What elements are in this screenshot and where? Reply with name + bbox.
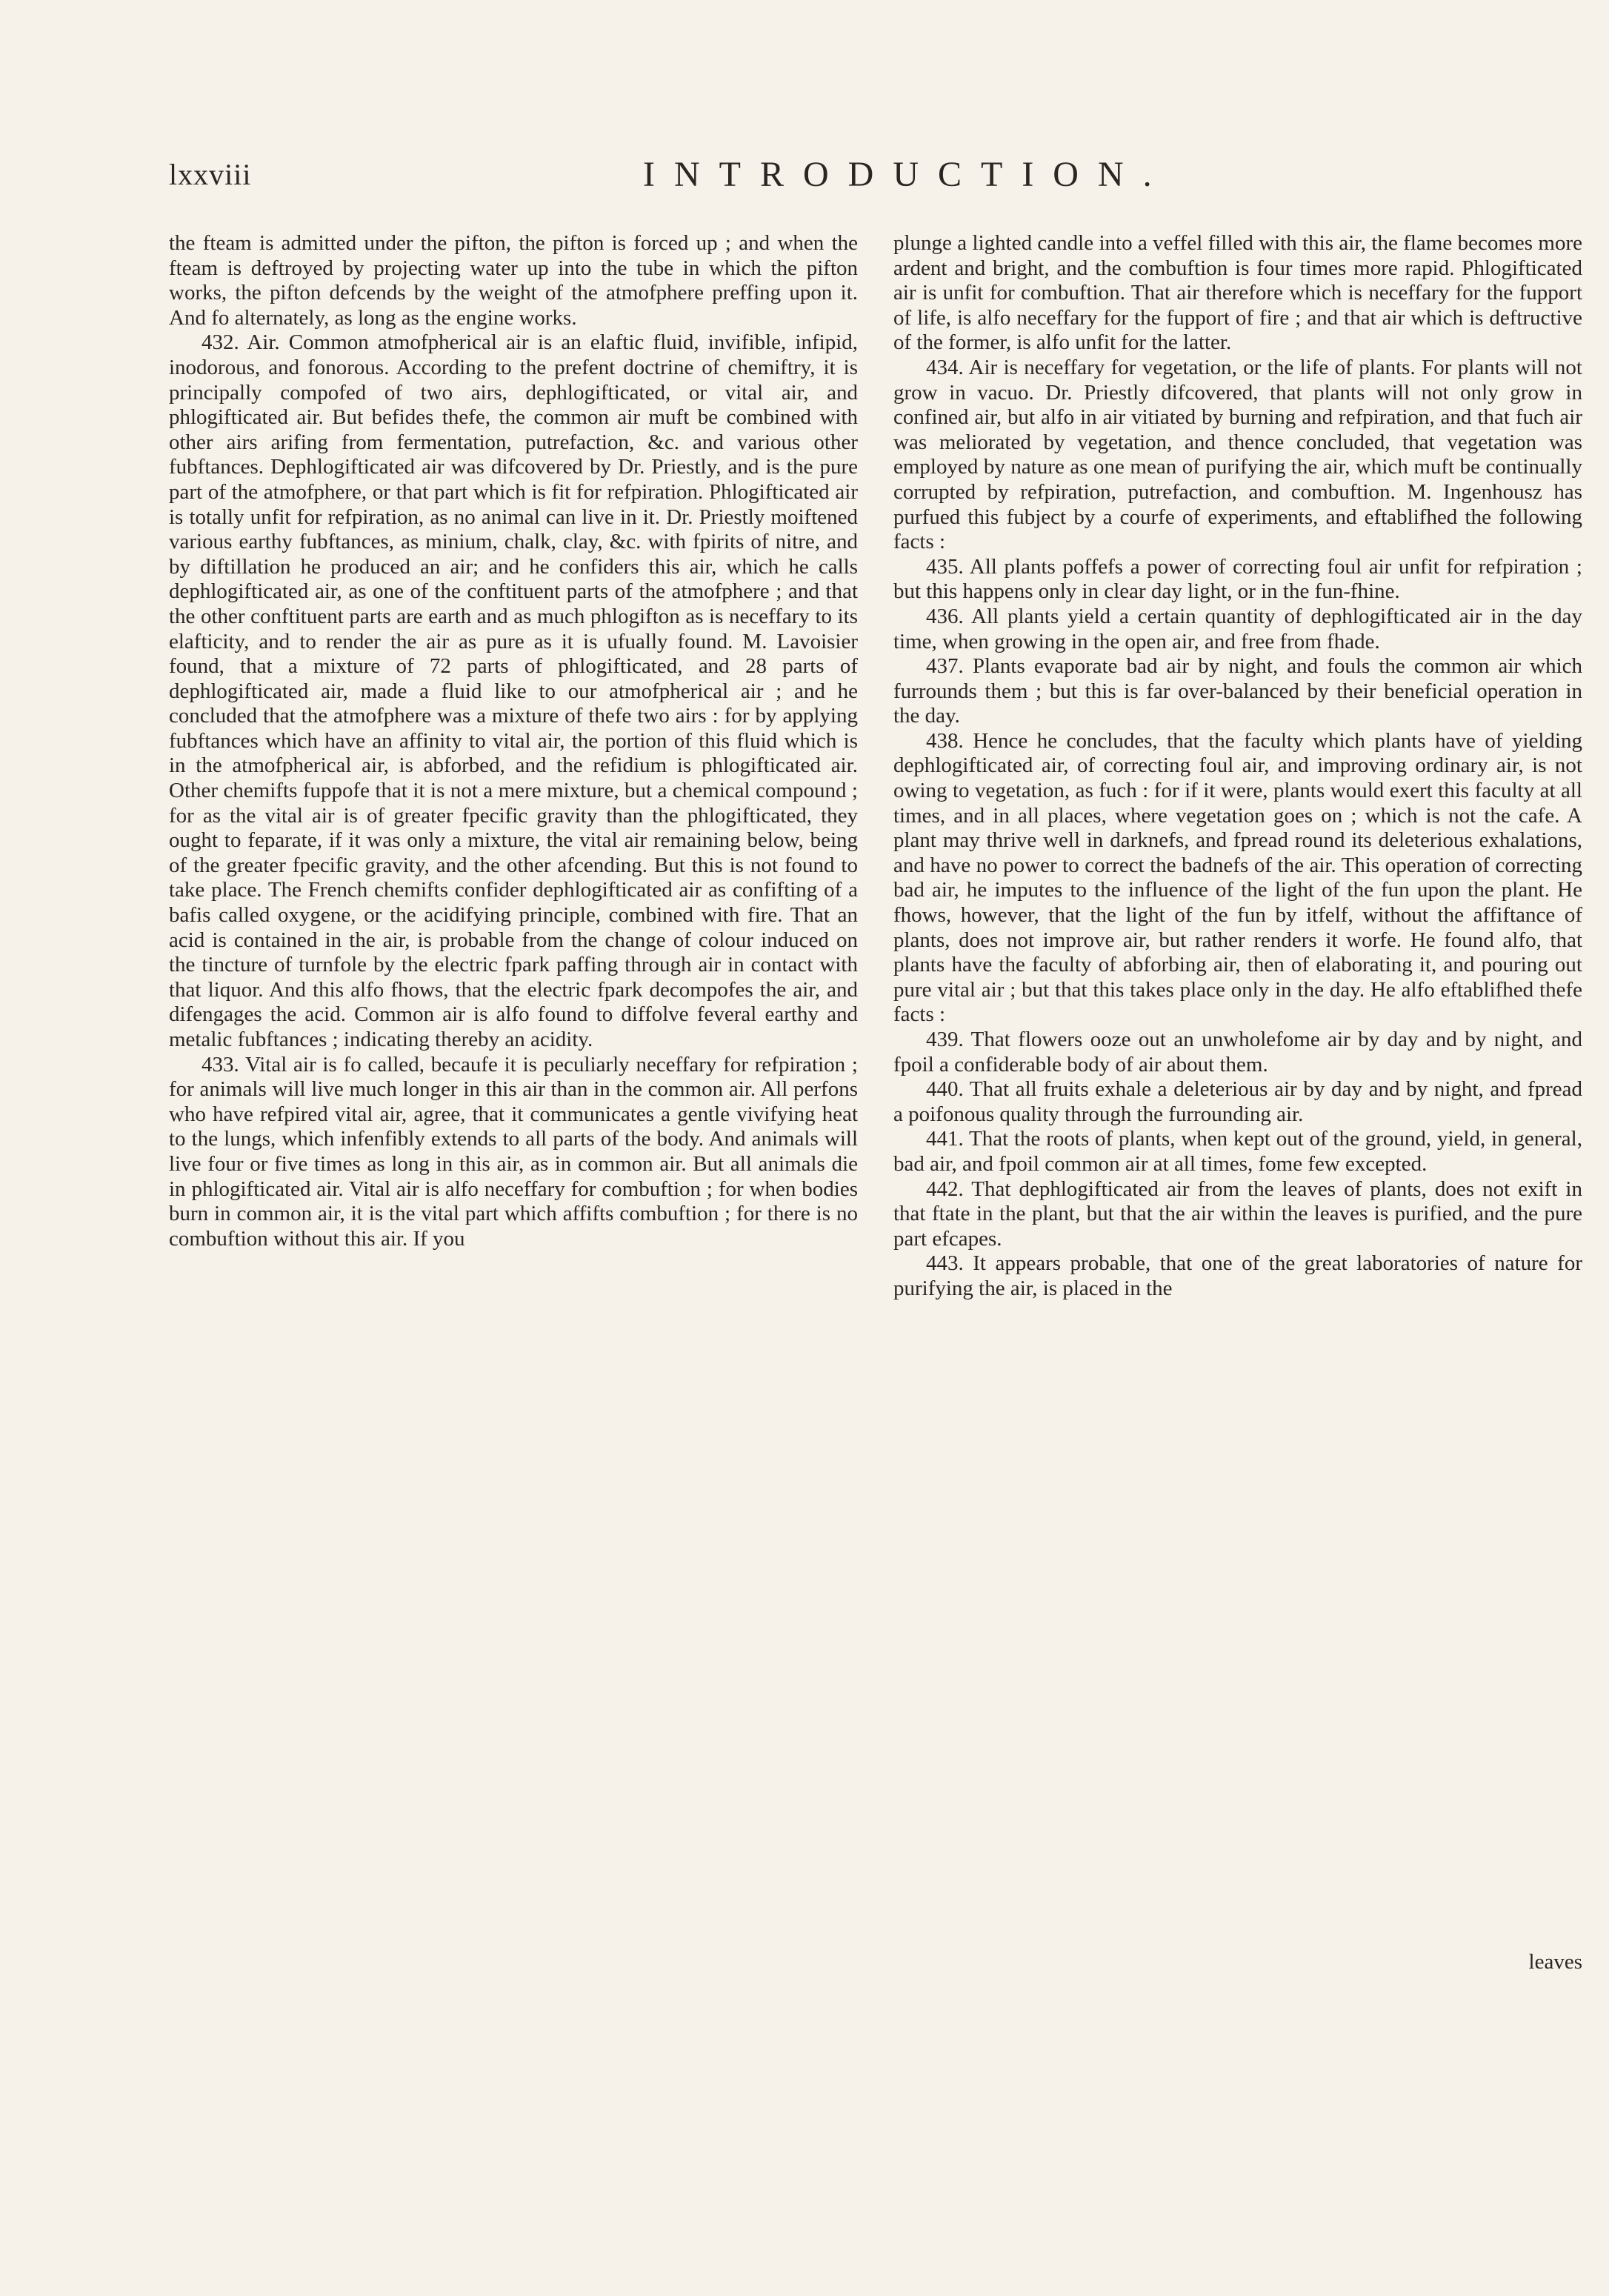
paragraph-440: 440. That all fruits exhale a deleterious air by day and by night, and fpread a poifonous quality through the furrounding air. xyxy=(893,1077,1582,1126)
page-number: lxxviii xyxy=(169,158,252,191)
paragraph-continued: plunge a lighted candle into a veffel filled with this air, the flame becomes more ardent and bright, and the combuftion is four times more rapid. Phlogifticated air is unfit for combuftion. That air therefore which is neceffary for the fupport of life, is alfo neceffary for the fupport of fire ; and that air which is deftructive of the former, is alfo unfit for the latter. xyxy=(893,231,1582,355)
paragraph-443: 443. It appears probable, that one of the great laboratories of nature for purifying the air, is placed in the xyxy=(893,1251,1582,1300)
catchword: leaves xyxy=(1528,1950,1582,1974)
paragraph-437: 437. Plants evaporate bad air by night, and fouls the common air which furrounds them ; but this is far over-balanced by their beneficial operation in the day. xyxy=(893,654,1582,728)
paragraph-436: 436. All plants yield a certain quantity of dephlogifticated air in the day time, when growing in the open air, and free from fhade. xyxy=(893,604,1582,653)
running-head: INTRODUCTION. xyxy=(643,155,1171,194)
left-column xyxy=(169,231,858,1251)
paragraph-continued: the fteam is admitted under the pifton, the pifton is forced up ; and when the fteam is deftroyed by projecting water up into the tube in which the pifton works, the pifton defcends by the weight of the atmofphere preffing upon it. And fo alternately, as long as the engine works. xyxy=(169,231,858,330)
paragraph-438: 438. Hence he concludes, that the faculty which plants have of yielding dephlogifticated air, of correcting foul air, and improving ordinary air, is not owing to vegetation, as fuch : for if it were, plants would exert this faculty at all times, and in all places, where vegetation goes on ; which is not the cafe. A plant may thrive well in darknefs, and fpread round its deleterious exhalations, and have no power to correct the badnefs of the air. This operation of correcting bad air, he imputes to the influence of the light of the fun upon the plant. He fhows, however, that the light of the fun by itfelf, without the affiftance of plants, does not improve air, but rather renders it worfe. He found alfo, that plants have the faculty of abforbing air, then of elaborating it, and pouring out pure vital air ; but that this takes place only in the day. He alfo eftablifhed thefe facts : xyxy=(893,728,1582,1027)
paragraph-432-air: 432. Air. Common atmofpherical air is an elaftic fluid, invifible, infipid, inodorous, and fonorous. According to the prefent doctrine of chemiftry, it is principally compofed of two airs, dephlogifticated, or vital air, and phlogifticated air. But befides thefe, the common air muft be combined with other airs arifing from fermentation, putrefaction, &c. and various other fubftances. Dephlogifticated air was difcovered by Dr. Priestly, and is the pure part of the atmofphere, or that part which is fit for refpiration. Phlogifticated air is totally unfit for refpiration, as no animal can live in it. Dr. Priestly moiftened various earthy fubftances, as minium, chalk, clay, &c. with fpirits of nitre, and by diftillation he produced an air; and he confiders this air, which he calls dephlogifticated air, as one of the conftituent parts of the atmofphere ; and that the other conftituent parts are earth and as much phlogifton as is neceffary to its elafticity, and to render the air as pure as it is ufually found. M. Lavoisier found, that a mixture of 72 parts of phlogifticated, and 28 parts of dephlogifticated air, made a fluid like to our atmofpherical air ; and he concluded that the atmofphere was a mixture of thefe two airs : for by applying fubftances which have an affinity to vital air, the portion of this fluid which is in the atmofpherical air, is abforbed, and the refidium is phlogifticated air. Other chemifts fuppofe that it is not a mere mixture, but a chemical compound ; for as the vital air is of greater fpecific gravity than the phlogifticated, they ought to feparate, if it was only a mixture, the vital air remaining below, being of the greater fpecific gravity, and the other afcending. But this is not found to take place. The French chemifts confider dephlogifticated air as confifting of a bafis called oxygene, or the acidifying principle, combined with fire. That an acid is contained in the air, is probable from the change of colour induced on the tincture of turnfole by the electric fpark paffing through air in contact with that liquor. And this alfo fhows, that the electric fpark decompofes the air, and difengages the acid. Common air is alfo found to diffolve feveral earthy and metalic fubftances ; indicating thereby an acidity. xyxy=(169,330,858,1051)
paragraph-439: 439. That flowers ooze out an unwholefome air by day and by night, and fpoil a confiderable body of air about them. xyxy=(893,1028,1582,1077)
paragraph-442: 442. That dephlogifticated air from the leaves of plants, does not exift in that ftate in the plant, but that the air within the leaves is purified, and the pure part efcapes. xyxy=(893,1177,1582,1251)
page-header xyxy=(169,157,1569,202)
paragraph-435: 435. All plants poffefs a power of correcting foul air unfit for refpiration ; but this happens only in clear day light, or in the fun-fhine. xyxy=(893,554,1582,604)
paragraph-433-vital-air: 433. Vital air is fo called, becaufe it is peculiarly neceffary for refpiration ; for animals will live much longer in this air than in the common air. All perfons who have refpired vital air, agree, that it communicates a gentle vivifying heat to the lungs, which infenfibly extends to all parts of the body. And animals will live four or five times as long in this air, as in common air. But all animals die in phlogifticated air. Vital air is alfo neceffary for combuftion ; for when bodies burn in common air, it is the vital part which affifts combuftion ; for there is no combuftion without this air. If you xyxy=(169,1052,858,1251)
paragraph-441: 441. That the roots of plants, when kept out of the ground, yield, in general, bad air, and fpoil common air at all times, fome few excepted. xyxy=(893,1127,1582,1176)
paragraph-434: 434. Air is neceffary for vegetation, or the life of plants. For plants will not grow in vacuo. Dr. Priestly difcovered, that plants will not only grow in confined air, but alfo in air vitiated by burning and refpiration, and that fuch air was meliorated by vegetation, and thence concluded, that vegetation was employed by nature as one mean of purifying the air, which muft be continually corrupted by refpiration, putrefaction, and combuftion. M. Ingenhousz has purfued this fubject by a courfe of experiments, and eftablifhed the following facts : xyxy=(893,355,1582,554)
right-column xyxy=(893,231,1582,1302)
